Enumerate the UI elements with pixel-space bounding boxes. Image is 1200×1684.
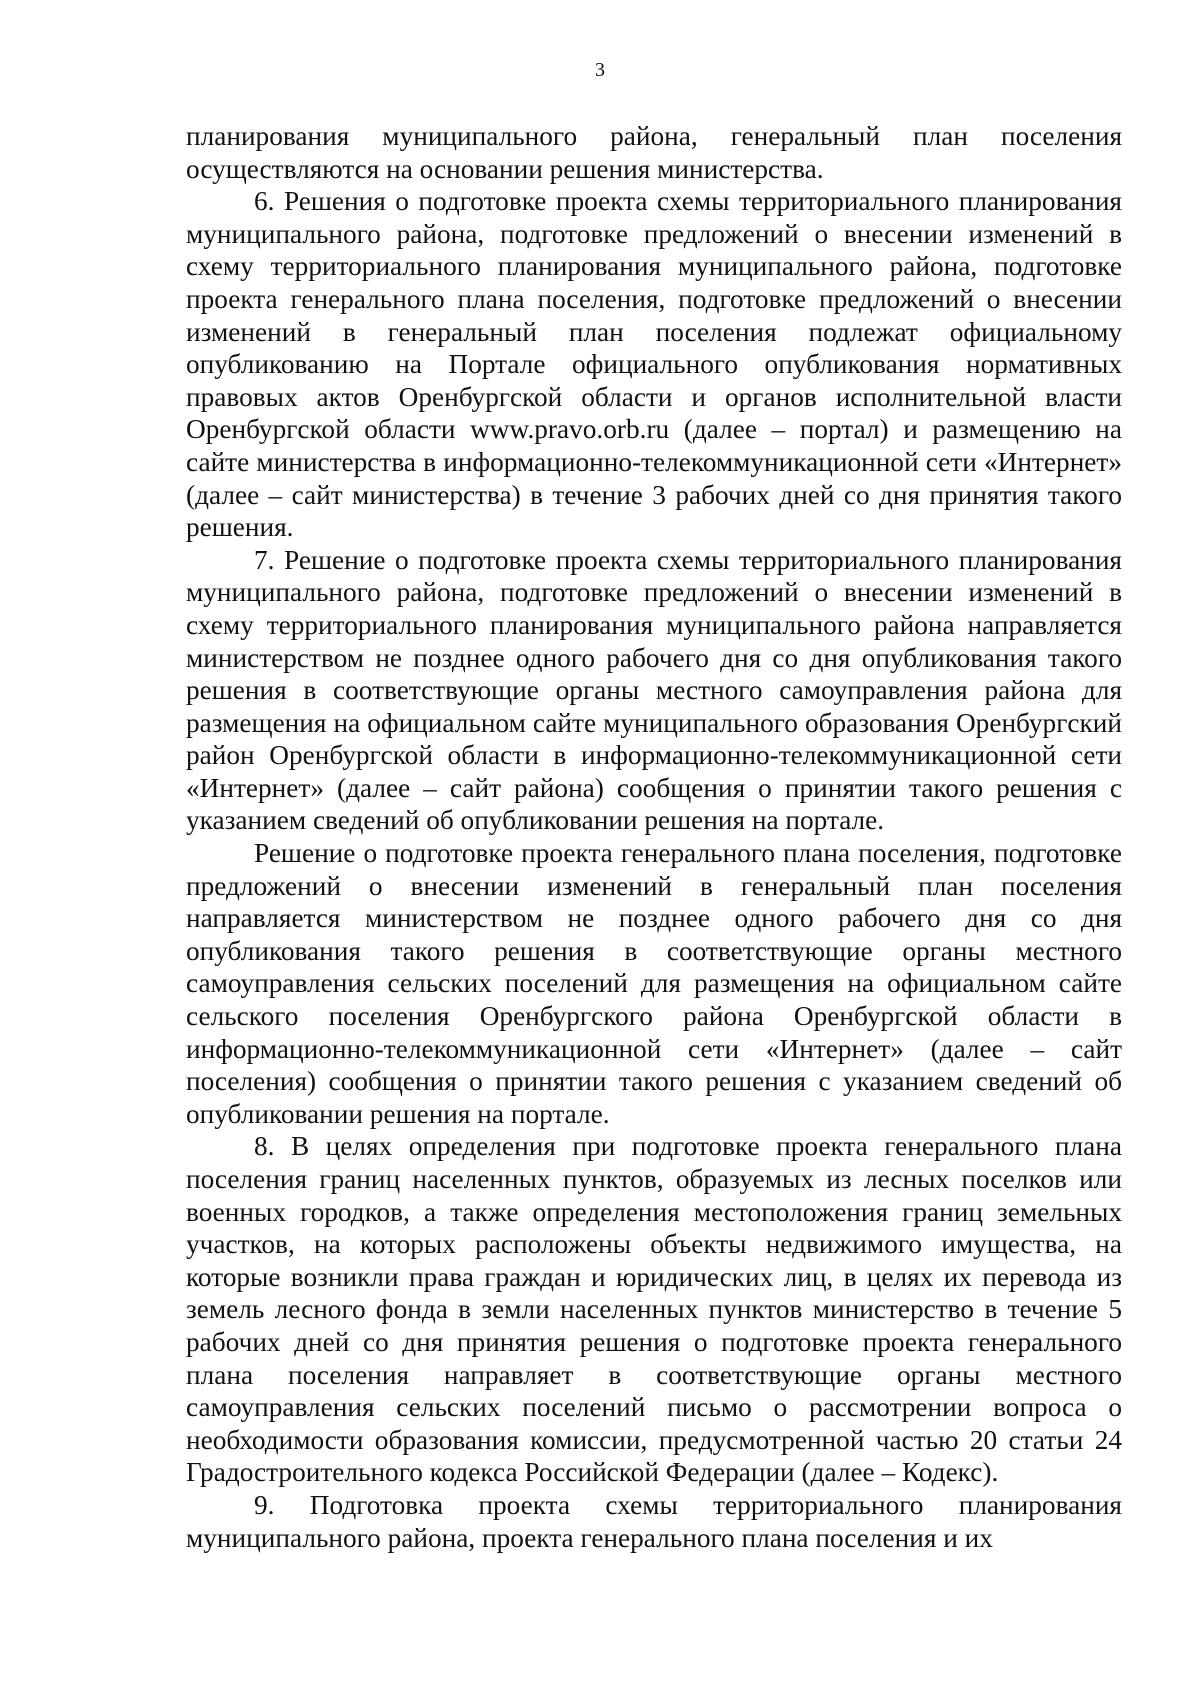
- paragraph-item-7: 7. Решение о подготовке проекта схемы территориального планирования муниципального района, подготовке предложений о внесении изменений в схему территориального планирования муниципального района направляется министерством не позднее одного рабочего дня со дня опубликования такого решения в соответствующие органы местного самоуправления района для размещения на официальном сайте муниципального образования Оренбургский район Оренбургской области в информационно-телекоммуникационной сети «Интернет» (далее – сайт района) сообщения о принятии такого решения с указанием сведений об опубликовании решения на портале.: [186, 544, 1122, 836]
- paragraph-continuation: планирования муниципального района, генеральный план поселения осуществляются на основании решения министерства.: [186, 121, 1122, 184]
- paragraph-item-7-second: Решение о подготовке проекта генерального плана поселения, подготовке предложений о внесении изменений в генеральный план поселения направляется министерством не позднее одного рабочего дня со дня опубликования такого решения в соответствующие органы местного самоуправления сельских поселений для размещения на официальном сайте сельского поселения Оренбургского района Оренбургской области в информационно-телекоммуникационной сети «Интернет» (далее – сайт поселения) сообщения о принятии такого решения с указанием сведений об опубликовании решения на портале.: [186, 838, 1122, 1129]
- paragraph-item-9: 9. Подготовка проекта схемы территориального планирования муниципального района, проекта генерального плана поселения и их: [186, 1489, 1122, 1553]
- document-body: [186, 120, 1122, 1554]
- paragraph-item-6: 6. Решения о подготовке проекта схемы территориального планирования муниципального района, подготовке предложений о внесении изменений в схему территориального планирования муниципального района, подготовке проекта генерального плана поселения, подготовке предложений о внесении изменений в генеральный план поселения подлежат официальному опубликованию на Портале официального опубликования нормативных правовых актов Оренбургской области и органов исполнительной власти Оренбургской области www.pravo.orb.ru (далее – портал) и размещению на сайте министерства в информационно-телекоммуникационной сети «Интернет» (далее – сайт министерства) в течение 3 рабочих дней со дня принятия такого решения.: [186, 186, 1122, 543]
- page-number: 3: [595, 59, 605, 81]
- paragraph-item-8: 8. В целях определения при подготовке проекта генерального плана поселения границ населенных пунктов, образуемых из лесных поселков или военных городков, а также определения местоположения границ земельных участков, на которых расположены объекты недвижимого имущества, на которые возникли права граждан и юридических лиц, в целях их перевода из земель лесного фонда в земли населенных пунктов министерство в течение 5 рабочих дней со дня принятия решения о подготовке проекта генерального плана поселения направляет в соответствующие органы местного самоуправления сельских поселений письмо о рассмотрении вопроса о необходимости образования комиссии, предусмотренной частью 20 статьи 24 Градостроительного кодекса Российской Федерации (далее – Кодекс).: [186, 1131, 1122, 1488]
